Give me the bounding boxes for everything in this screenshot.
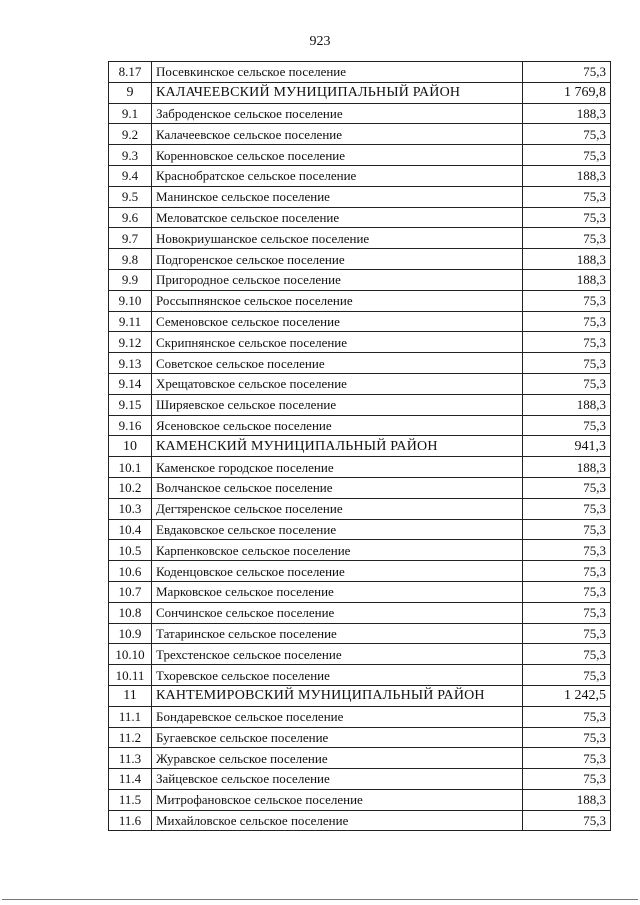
row-value-cell: 75,3	[523, 498, 611, 519]
table-row	[109, 498, 611, 519]
table-row	[109, 540, 611, 561]
table-row	[109, 457, 611, 478]
row-number-cell: 9.8	[109, 249, 152, 270]
table-row	[109, 103, 611, 124]
row-number-cell: 9.11	[109, 311, 152, 332]
table-row	[109, 353, 611, 374]
row-number-cell: 11.1	[109, 706, 152, 727]
table-row	[109, 581, 611, 602]
row-number-cell: 11.4	[109, 769, 152, 790]
row-value-cell: 75,3	[523, 623, 611, 644]
row-name-cell: Митрофановское сельское поселение	[152, 789, 523, 810]
table-row	[109, 62, 611, 83]
row-value-cell: 75,3	[523, 769, 611, 790]
row-value-cell: 75,3	[523, 311, 611, 332]
row-name-cell: Михайловское сельское поселение	[152, 810, 523, 831]
row-name-cell: КАНТЕМИРОВСКИЙ МУНИЦИПАЛЬНЫЙ РАЙОН	[152, 685, 523, 706]
row-number-cell: 9.1	[109, 103, 152, 124]
row-name-cell: Татаринское сельское поселение	[152, 623, 523, 644]
table-row	[109, 561, 611, 582]
row-value-cell: 75,3	[523, 748, 611, 769]
row-name-cell: Коренновское сельское поселение	[152, 145, 523, 166]
row-number-cell: 8.17	[109, 62, 152, 83]
table-row	[109, 644, 611, 665]
row-name-cell: КАЛАЧЕЕВСКИЙ МУНИЦИПАЛЬНЫЙ РАЙОН	[152, 82, 523, 103]
row-number-cell: 9.12	[109, 332, 152, 353]
table-row	[109, 311, 611, 332]
row-value-cell: 75,3	[523, 124, 611, 145]
district-row	[109, 82, 611, 103]
row-number-cell: 9.9	[109, 269, 152, 290]
bottom-rule	[2, 899, 638, 900]
row-value-cell: 75,3	[523, 207, 611, 228]
table-row	[109, 602, 611, 623]
table-row	[109, 165, 611, 186]
row-name-cell: Манинское сельское поселение	[152, 186, 523, 207]
row-value-cell: 75,3	[523, 644, 611, 665]
row-value-cell: 941,3	[523, 436, 611, 457]
row-number-cell: 11.5	[109, 789, 152, 810]
row-value-cell: 1 242,5	[523, 685, 611, 706]
row-number-cell: 9.6	[109, 207, 152, 228]
row-number-cell: 9.4	[109, 165, 152, 186]
row-number-cell: 9.15	[109, 394, 152, 415]
row-number-cell: 10.7	[109, 581, 152, 602]
row-value-cell: 188,3	[523, 789, 611, 810]
row-number-cell: 9.3	[109, 145, 152, 166]
row-value-cell: 188,3	[523, 394, 611, 415]
row-number-cell: 11.2	[109, 727, 152, 748]
row-number-cell: 11.3	[109, 748, 152, 769]
row-value-cell: 75,3	[523, 62, 611, 83]
row-name-cell: Карпенковское сельское поселение	[152, 540, 523, 561]
row-name-cell: Скрипнянское сельское поселение	[152, 332, 523, 353]
row-value-cell: 75,3	[523, 540, 611, 561]
row-number-cell: 10.1	[109, 457, 152, 478]
page-number: 923	[309, 34, 331, 49]
table-row	[109, 727, 611, 748]
table-row	[109, 228, 611, 249]
row-name-cell: Журавское сельское поселение	[152, 748, 523, 769]
row-name-cell: Бондаревское сельское поселение	[152, 706, 523, 727]
row-value-cell: 75,3	[523, 581, 611, 602]
row-number-cell: 10.10	[109, 644, 152, 665]
row-number-cell: 9.13	[109, 353, 152, 374]
table-row	[109, 124, 611, 145]
row-value-cell: 75,3	[523, 373, 611, 394]
row-name-cell: Пригородное сельское поселение	[152, 269, 523, 290]
district-row	[109, 436, 611, 457]
table-row	[109, 810, 611, 831]
table-row	[109, 519, 611, 540]
table-row	[109, 186, 611, 207]
row-value-cell: 75,3	[523, 228, 611, 249]
table-row	[109, 207, 611, 228]
row-name-cell: КАМЕНСКИЙ МУНИЦИПАЛЬНЫЙ РАЙОН	[152, 436, 523, 457]
row-value-cell: 75,3	[523, 706, 611, 727]
row-name-cell: Сончинское сельское поселение	[152, 602, 523, 623]
row-name-cell: Ширяевское сельское поселение	[152, 394, 523, 415]
row-number-cell: 9.10	[109, 290, 152, 311]
row-value-cell: 75,3	[523, 415, 611, 436]
row-value-cell: 75,3	[523, 561, 611, 582]
row-value-cell: 75,3	[523, 602, 611, 623]
row-name-cell: Тхоревское сельское поселение	[152, 665, 523, 686]
row-number-cell: 10.5	[109, 540, 152, 561]
row-name-cell: Ясеновское сельское поселение	[152, 415, 523, 436]
row-name-cell: Новокриушанское сельское поселение	[152, 228, 523, 249]
row-value-cell: 75,3	[523, 145, 611, 166]
table-row	[109, 249, 611, 270]
row-number-cell: 10.6	[109, 561, 152, 582]
row-name-cell: Меловатское сельское поселение	[152, 207, 523, 228]
row-value-cell: 1 769,8	[523, 82, 611, 103]
row-value-cell: 75,3	[523, 727, 611, 748]
table-row	[109, 415, 611, 436]
row-name-cell: Заброденское сельское поселение	[152, 103, 523, 124]
row-number-cell: 10.8	[109, 602, 152, 623]
row-value-cell: 188,3	[523, 269, 611, 290]
row-name-cell: Советское сельское поселение	[152, 353, 523, 374]
row-number-cell: 9	[109, 82, 152, 103]
row-value-cell: 75,3	[523, 665, 611, 686]
row-value-cell: 75,3	[523, 186, 611, 207]
table-row	[109, 789, 611, 810]
row-value-cell: 75,3	[523, 332, 611, 353]
table-row	[109, 623, 611, 644]
row-name-cell: Евдаковское сельское поселение	[152, 519, 523, 540]
allocation-table	[108, 61, 611, 831]
district-row	[109, 685, 611, 706]
row-name-cell: Хрещатовское сельское поселение	[152, 373, 523, 394]
row-value-cell: 188,3	[523, 165, 611, 186]
table-row	[109, 748, 611, 769]
row-value-cell: 75,3	[523, 519, 611, 540]
row-name-cell: Посевкинское сельское поселение	[152, 62, 523, 83]
table-row	[109, 769, 611, 790]
row-name-cell: Дегтяренское сельское поселение	[152, 498, 523, 519]
table-row	[109, 477, 611, 498]
table-row	[109, 665, 611, 686]
table-row	[109, 373, 611, 394]
row-name-cell: Волчанское сельское поселение	[152, 477, 523, 498]
row-name-cell: Семеновское сельское поселение	[152, 311, 523, 332]
row-number-cell: 11.6	[109, 810, 152, 831]
table-row	[109, 269, 611, 290]
row-name-cell: Краснобратское сельское поселение	[152, 165, 523, 186]
row-name-cell: Зайцевское сельское поселение	[152, 769, 523, 790]
row-number-cell: 9.5	[109, 186, 152, 207]
row-value-cell: 75,3	[523, 810, 611, 831]
row-number-cell: 10.11	[109, 665, 152, 686]
row-number-cell: 10.4	[109, 519, 152, 540]
table-row	[109, 145, 611, 166]
row-number-cell: 10	[109, 436, 152, 457]
row-value-cell: 188,3	[523, 249, 611, 270]
row-number-cell: 10.2	[109, 477, 152, 498]
row-value-cell: 75,3	[523, 353, 611, 374]
table-body	[109, 62, 611, 831]
row-name-cell: Каменское городское поселение	[152, 457, 523, 478]
table-row	[109, 706, 611, 727]
row-name-cell: Калачеевское сельское поселение	[152, 124, 523, 145]
row-number-cell: 10.9	[109, 623, 152, 644]
row-value-cell: 75,3	[523, 477, 611, 498]
row-number-cell: 10.3	[109, 498, 152, 519]
table-row	[109, 290, 611, 311]
row-value-cell: 188,3	[523, 457, 611, 478]
row-number-cell: 9.14	[109, 373, 152, 394]
row-value-cell: 75,3	[523, 290, 611, 311]
table-row	[109, 394, 611, 415]
row-name-cell: Подгоренское сельское поселение	[152, 249, 523, 270]
row-number-cell: 9.2	[109, 124, 152, 145]
row-name-cell: Трехстенское сельское поселение	[152, 644, 523, 665]
row-name-cell: Бугаевское сельское поселение	[152, 727, 523, 748]
row-number-cell: 9.7	[109, 228, 152, 249]
row-value-cell: 188,3	[523, 103, 611, 124]
row-number-cell: 9.16	[109, 415, 152, 436]
row-number-cell: 11	[109, 685, 152, 706]
table-row	[109, 332, 611, 353]
row-name-cell: Марковское сельское поселение	[152, 581, 523, 602]
row-name-cell: Коденцовское сельское поселение	[152, 561, 523, 582]
row-name-cell: Россыпнянское сельское поселение	[152, 290, 523, 311]
